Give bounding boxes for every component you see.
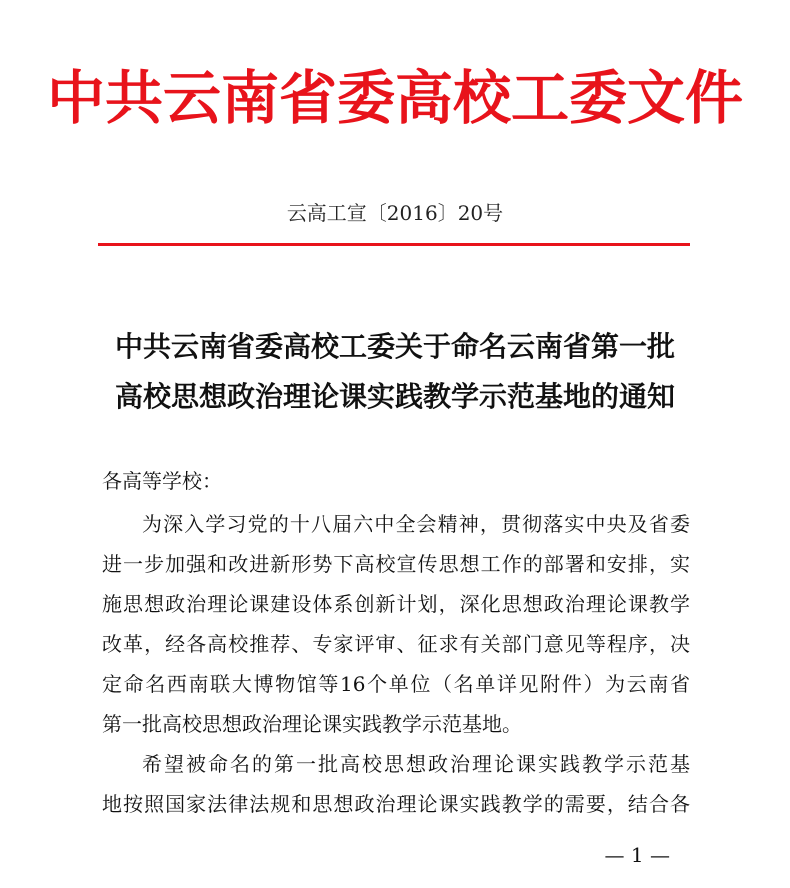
page-number: — 1 — — [604, 843, 670, 867]
body-line: 施思想政治理论课建设体系创新计划，深化思想政治理论课教学 — [102, 592, 690, 616]
document-number: 云高工宣〔2016〕20号 — [286, 201, 504, 225]
body-line: 定命名西南联大博物馆等16个单位（名单详见附件）为云南省 — [102, 672, 690, 696]
red-separator-line — [98, 243, 690, 246]
body-line: 第一批高校思想政治理论课实践教学示范基地。 — [102, 712, 522, 736]
body-line: 希望被命名的第一批高校思想政治理论课实践教学示范基 — [142, 752, 690, 776]
salutation: 各高等学校： — [102, 469, 222, 493]
body-line: 改革，经各高校推荐、专家评审、征求有关部门意见等程序，决 — [102, 632, 690, 656]
issuer-title: 中共云南省委高校工委文件 — [46, 64, 743, 132]
body-line: 为深入学习党的十八届六中全会精神，贯彻落实中央及省委 — [142, 512, 690, 536]
notice-title — [0, 322, 790, 422]
notice-title-line: 高校思想政治理论课实践教学示范基地的通知 — [114, 380, 675, 413]
notice-title-line: 中共云南省委高校工委关于命名云南省第一批 — [114, 330, 675, 363]
body-line: 进一步加强和改进新形势下高校宣传思想工作的部署和安排，实 — [102, 552, 690, 576]
body-line: 地按照国家法律法规和思想政治理论课实践教学的需要，结合各 — [102, 792, 690, 816]
